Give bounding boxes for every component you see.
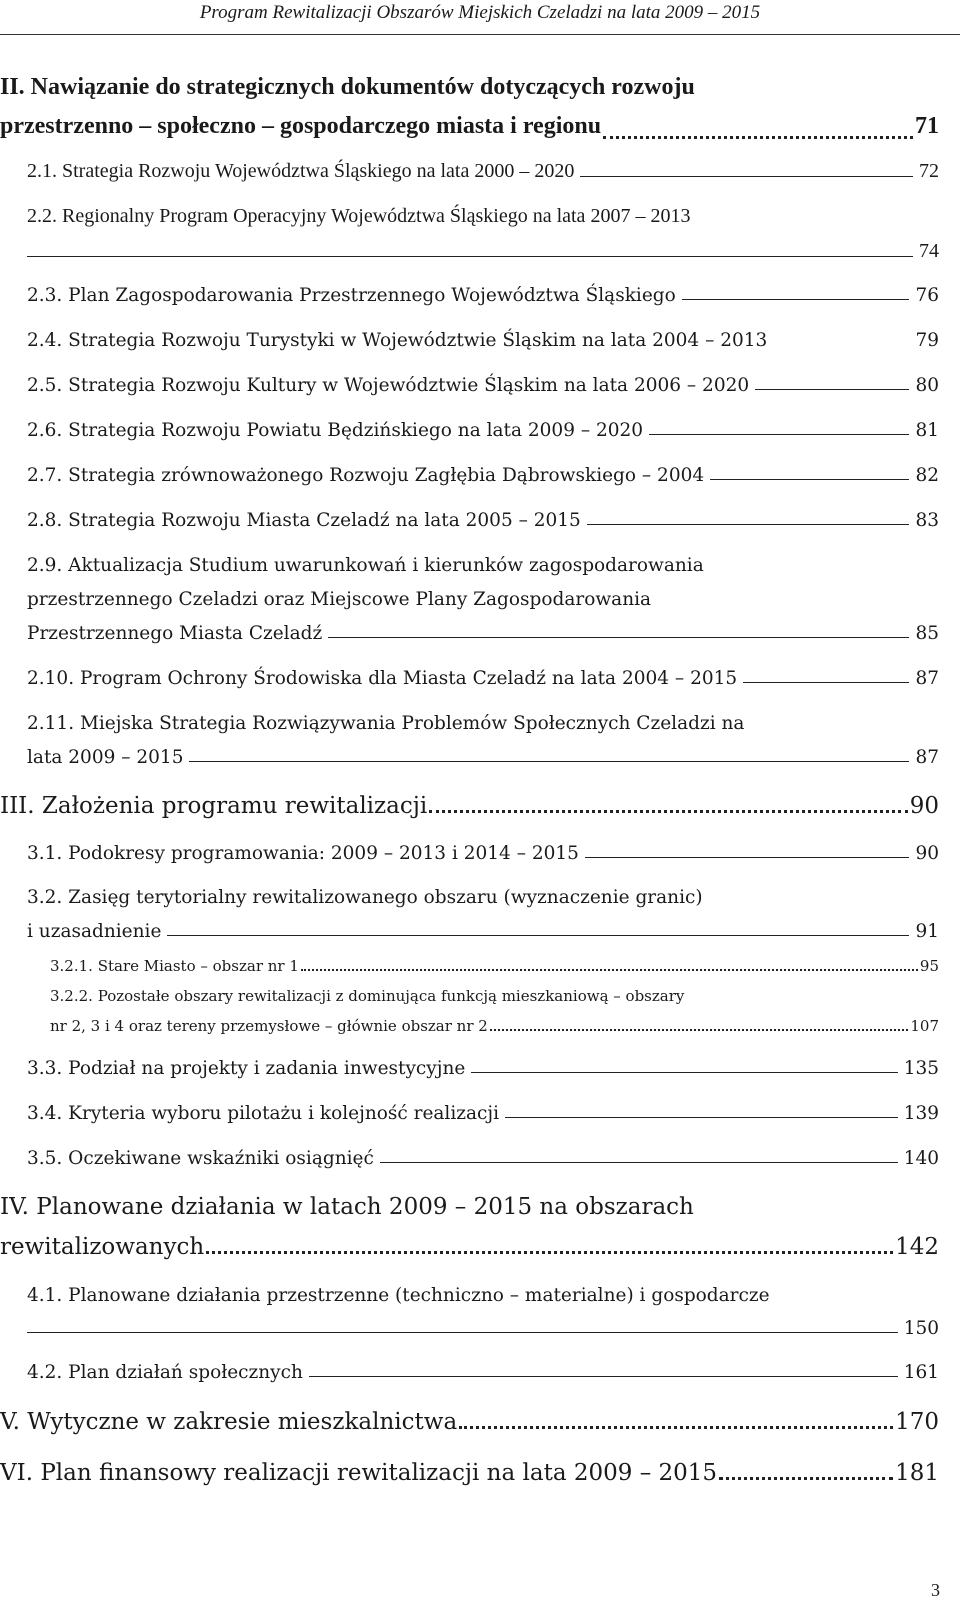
toc-page-number: 72 xyxy=(919,160,939,182)
toc-page-number: 95 xyxy=(919,957,939,975)
toc-label: przestrzenno – społeczno – gospodarczego miasta i regionu xyxy=(0,113,602,139)
toc-section-2-line1[interactable] xyxy=(0,68,939,106)
line-leader xyxy=(309,1376,898,1377)
toc-label: II. Nawiązanie do strategicznych dokumentów dotyczących rozwoju xyxy=(0,74,695,100)
toc-page-number: 71 xyxy=(915,113,939,139)
dot-leader xyxy=(301,969,918,971)
toc-label: V. Wytyczne w zakresie mieszkalnictwa xyxy=(0,1409,458,1435)
toc-entry-3-2[interactable] xyxy=(27,921,939,942)
toc-page-number: 91 xyxy=(915,921,939,942)
toc-entry-2-2[interactable] xyxy=(27,240,939,263)
toc-section-3[interactable] xyxy=(0,793,939,819)
toc-entry-3-5[interactable] xyxy=(27,1148,939,1169)
toc-page-number: 142 xyxy=(895,1234,939,1260)
toc-entry-3-4[interactable] xyxy=(27,1103,939,1124)
toc-label: 3.1. Podokresy programowania: 2009 – 2013 i 2014 – 2015 xyxy=(27,843,579,864)
toc-label: Przestrzennego Miasta Czeladź xyxy=(27,623,323,644)
toc-page-number: 87 xyxy=(915,747,939,768)
toc-page-number: 80 xyxy=(915,375,939,396)
toc-label: 3.2.2. Pozostałe obszary rewitalizacji z dominująca funkcją mieszkaniową – obszary xyxy=(50,987,685,1005)
line-leader xyxy=(682,299,910,300)
toc-entry-3-2-2[interactable] xyxy=(50,1017,939,1035)
dot-leader xyxy=(490,1029,909,1031)
line-leader xyxy=(743,682,909,683)
toc-label: 2.5. Strategia Rozwoju Kultury w Województwie Śląskim na lata 2006 – 2020 xyxy=(27,375,750,396)
toc-label: III. Założenia programu rewitalizacji xyxy=(0,793,428,819)
toc-label: nr 2, 3 i 4 oraz tereny przemysłowe – głównie obszar nr 2 xyxy=(50,1017,488,1035)
toc-page-number: 139 xyxy=(903,1103,939,1124)
toc-label: 2.3. Plan Zagospodarowania Przestrzennego Województwa Śląskiego xyxy=(27,285,676,306)
toc-section-6[interactable] xyxy=(0,1460,939,1486)
toc-entry-2-4[interactable] xyxy=(27,330,939,351)
toc-page-number: 150 xyxy=(903,1318,939,1339)
toc-label: 3.5. Oczekiwane wskaźniki osiągnięć xyxy=(27,1148,374,1169)
line-leader xyxy=(649,434,909,435)
toc-entry-2-5[interactable] xyxy=(27,375,939,396)
toc-page-number: 90 xyxy=(915,843,939,864)
toc-entry-2-10[interactable] xyxy=(27,668,939,689)
toc-entry-3-2-2-line1[interactable] xyxy=(50,987,939,1005)
toc-label: 2.6. Strategia Rozwoju Powiatu Będzińskiego na lata 2009 – 2020 xyxy=(27,420,644,441)
toc-label: 2.1. Strategia Rozwoju Województwa Śląskiego na lata 2000 – 2020 xyxy=(27,160,575,182)
toc-page-number: 87 xyxy=(915,668,939,689)
toc-page-number: 107 xyxy=(910,1017,939,1035)
toc-entry-3-2-line1[interactable] xyxy=(27,887,939,908)
toc-entry-4-2[interactable] xyxy=(27,1362,939,1383)
toc-page-number: 81 xyxy=(915,420,939,441)
toc-entry-2-7[interactable] xyxy=(27,465,939,486)
toc-page-number: 79 xyxy=(915,330,939,351)
line-leader xyxy=(27,256,913,257)
line-leader xyxy=(167,935,909,936)
toc-entry-2-3[interactable] xyxy=(27,285,939,306)
toc-label: 2.10. Program Ochrony Środowiska dla Miasta Czeladź na lata 2004 – 2015 xyxy=(27,668,738,689)
dot-leader xyxy=(719,1477,893,1480)
toc-entry-3-1[interactable] xyxy=(27,843,939,864)
toc-entry-2-1[interactable] xyxy=(27,160,939,183)
line-leader xyxy=(189,761,909,762)
line-leader xyxy=(580,176,913,177)
toc-label: 2.7. Strategia zrównoważonego Rozwoju Zagłębia Dąbrowskiego – 2004 xyxy=(27,465,705,486)
toc-label: 2.4. Strategia Rozwoju Turystyki w Województwie Śląskim na lata 2004 – 2013 xyxy=(27,330,768,351)
line-leader xyxy=(328,637,909,638)
dot-leader xyxy=(459,1426,893,1429)
line-leader xyxy=(471,1072,897,1073)
toc-entry-2-6[interactable] xyxy=(27,420,939,441)
line-leader xyxy=(587,524,910,525)
running-header: Program Rewitalizacji Obszarów Miejskich Czeladzi na lata 2009 – 2015 xyxy=(199,2,761,23)
toc-section-2[interactable] xyxy=(0,107,939,145)
line-leader xyxy=(380,1162,898,1163)
line-leader xyxy=(710,479,909,480)
toc-entry-2-9-line1[interactable] xyxy=(27,555,939,576)
toc-entry-2-8[interactable] xyxy=(27,510,939,531)
header-rule xyxy=(0,34,960,35)
toc-page-number: 76 xyxy=(915,285,939,306)
toc-page-number: 170 xyxy=(895,1409,939,1435)
toc-section-5[interactable] xyxy=(0,1409,939,1435)
toc-label: 4.1. Planowane działania przestrzenne (techniczno – materialne) i gospodarcze xyxy=(27,1285,770,1306)
toc-entry-2-11-line1[interactable] xyxy=(27,713,939,734)
toc-page-number: 85 xyxy=(915,623,939,644)
toc-label: 2.8. Strategia Rozwoju Miasta Czeladź na lata 2005 – 2015 xyxy=(27,510,581,531)
toc-label: lata 2009 – 2015 xyxy=(27,747,184,768)
toc-label: 2.2. Regionalny Program Operacyjny Województwa Śląskiego na lata 2007 – 2013 xyxy=(27,205,691,227)
toc-label: przestrzennego Czeladzi oraz Miejscowe Plany Zagospodarowania xyxy=(27,589,652,610)
toc-label: 3.2. Zasięg terytorialny rewitalizowanego obszaru (wyznaczenie granic) xyxy=(27,887,703,908)
line-leader xyxy=(585,857,910,858)
toc-section-4-line1[interactable] xyxy=(0,1194,939,1220)
line-leader xyxy=(505,1117,898,1118)
line-leader xyxy=(755,389,909,390)
toc-label: 4.2. Plan działań społecznych xyxy=(27,1362,303,1383)
toc-entry-2-2-line1[interactable] xyxy=(27,205,939,228)
toc-label: VI. Plan finansowy realizacji rewitalizacji na lata 2009 – 2015 xyxy=(0,1460,718,1486)
toc-label: rewitalizowanych xyxy=(0,1234,205,1260)
toc-entry-3-3[interactable] xyxy=(27,1058,939,1079)
line-leader xyxy=(27,1332,898,1333)
toc-page-number: 90 xyxy=(909,793,939,819)
toc-page-number: 181 xyxy=(895,1460,939,1486)
toc-entry-2-9-line2[interactable] xyxy=(27,589,939,610)
toc-page-number: 140 xyxy=(903,1148,939,1169)
toc-page-number: 135 xyxy=(903,1058,939,1079)
page-number: 3 xyxy=(931,1580,940,1600)
toc-label: 3.2.1. Stare Miasto – obszar nr 1 xyxy=(50,957,299,975)
toc-label: 2.11. Miejska Strategia Rozwiązywania Problemów Społecznych Czeladzi na xyxy=(27,713,745,734)
toc-entry-2-9[interactable] xyxy=(27,623,939,644)
toc-label: IV. Planowane działania w latach 2009 – 2015 na obszarach xyxy=(0,1194,694,1220)
toc-entry-2-11[interactable] xyxy=(27,747,939,768)
toc-page-number: 74 xyxy=(919,240,939,262)
toc-entry-4-1[interactable] xyxy=(27,1318,939,1339)
toc-page-number: 82 xyxy=(915,465,939,486)
toc-label: 3.3. Podział na projekty i zadania inwestycyjne xyxy=(27,1058,466,1079)
toc-label: 3.4. Kryteria wyboru pilotażu i kolejność realizacji xyxy=(27,1103,500,1124)
toc-label: 2.9. Aktualizacja Studium uwarunkowań i kierunków zagospodarowania xyxy=(27,555,704,576)
toc-section-4[interactable] xyxy=(0,1234,939,1260)
dot-leader xyxy=(206,1251,893,1254)
toc-entry-3-2-1[interactable] xyxy=(50,957,939,975)
toc-entry-4-1-line1[interactable] xyxy=(27,1285,939,1306)
toc-page-number: 83 xyxy=(915,510,939,531)
toc-label: i uzasadnienie xyxy=(27,921,162,942)
toc-page-number: 161 xyxy=(903,1362,939,1383)
dot-leader xyxy=(429,810,907,813)
dot-leader xyxy=(603,136,913,139)
